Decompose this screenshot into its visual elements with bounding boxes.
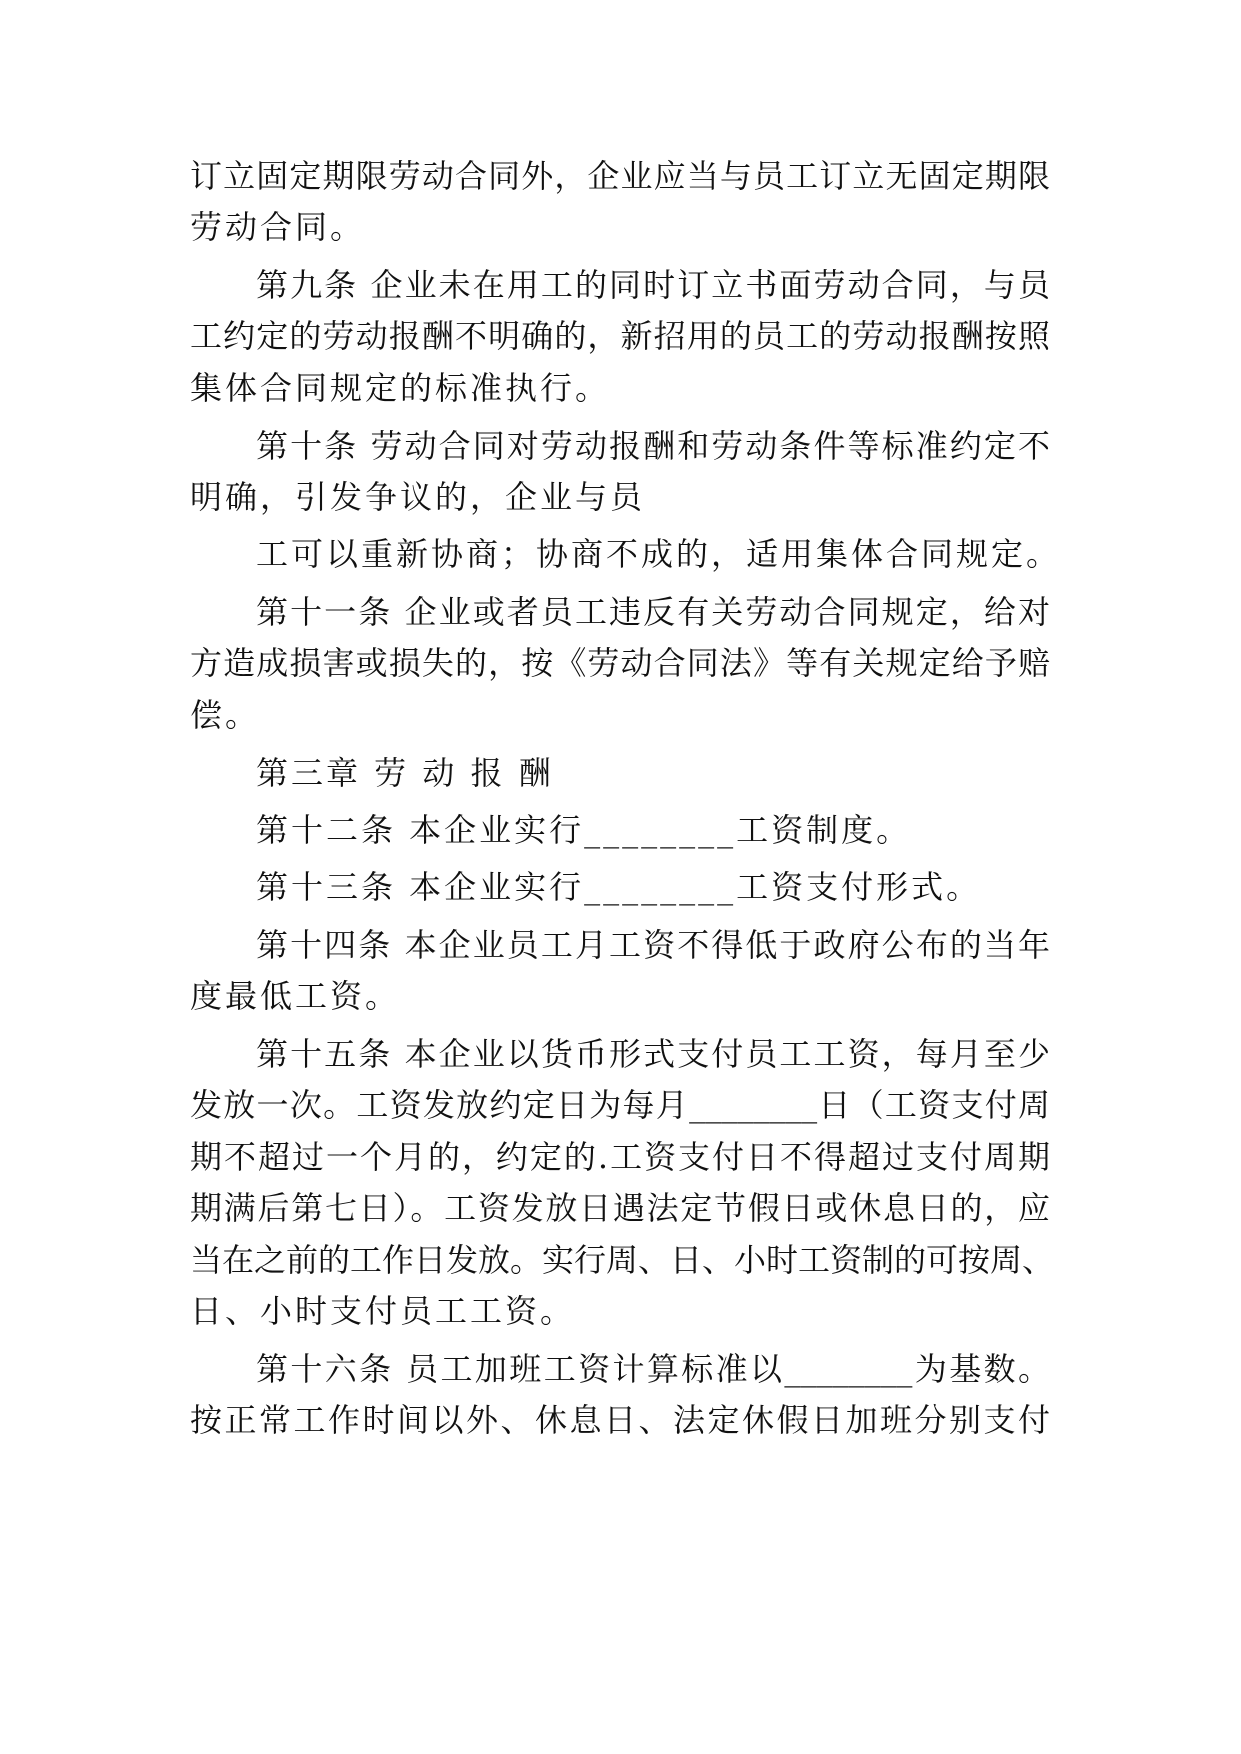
text-line: 方造成损害或损失的，按《劳动合同法》等有关规定给予赔 [190, 644, 1050, 682]
text-line: 偿。 [190, 696, 261, 734]
article-heading-line: 第十三条 本企业实行________工资支付形式。 [256, 868, 982, 906]
text-line: 按正常工作时间以外、休息日、法定休假日加班分别支付 [190, 1401, 1050, 1439]
article-heading-line: 第十四条 本企业员工月工资不得低于政府公布的当年 [256, 926, 1050, 964]
article-heading-line: 第十六条 员工加班工资计算标准以________为基数。 [256, 1350, 1050, 1388]
article-heading-line: 第九条 企业未在用工的同时订立书面劳动合同，与员 [256, 266, 1050, 304]
article-heading-line: 第十条 劳动合同对劳动报酬和劳动条件等标准约定不 [256, 427, 1050, 465]
chapter-heading: 第三章 劳 动 报 酬 [256, 754, 554, 792]
text-line: 集体合同规定的标准执行。 [190, 369, 611, 407]
article-heading-line: 第十五条 本企业以货币形式支付员工工资，每月至少 [256, 1035, 1050, 1073]
text-line: 期满后第七日）。工资发放日遇法定节假日或休息日的，应 [190, 1189, 1050, 1227]
text-line: 日、小时支付员工工资。 [190, 1292, 576, 1330]
text-line: 劳动合同。 [190, 208, 366, 246]
text-line: 工可以重新协商；协商不成的，适用集体合同规定。 [256, 535, 1062, 573]
text-line: 工约定的劳动报酬不明确的，新招用的员工的劳动报酬按照 [190, 317, 1050, 355]
text-line: 当在之前的工作日发放。实行周、日、小时工资制的可按周、 [190, 1241, 1055, 1279]
article-heading-line: 第十二条 本企业实行________工资制度。 [256, 811, 912, 849]
article-heading-line: 第十一条 企业或者员工违反有关劳动合同规定，给对 [256, 593, 1050, 631]
text-line: 订立固定期限劳动合同外，企业应当与员工订立无固定期限 [190, 157, 1050, 195]
text-line: 发放一次。工资发放约定日为每月________日（工资支付周 [190, 1086, 1050, 1124]
text-line: 度最低工资。 [190, 977, 401, 1015]
text-line: 期不超过一个月的，约定的.工资支付日不得超过支付周期 [190, 1138, 1050, 1176]
text-line: 明确，引发争议的，企业与员 [190, 478, 646, 516]
